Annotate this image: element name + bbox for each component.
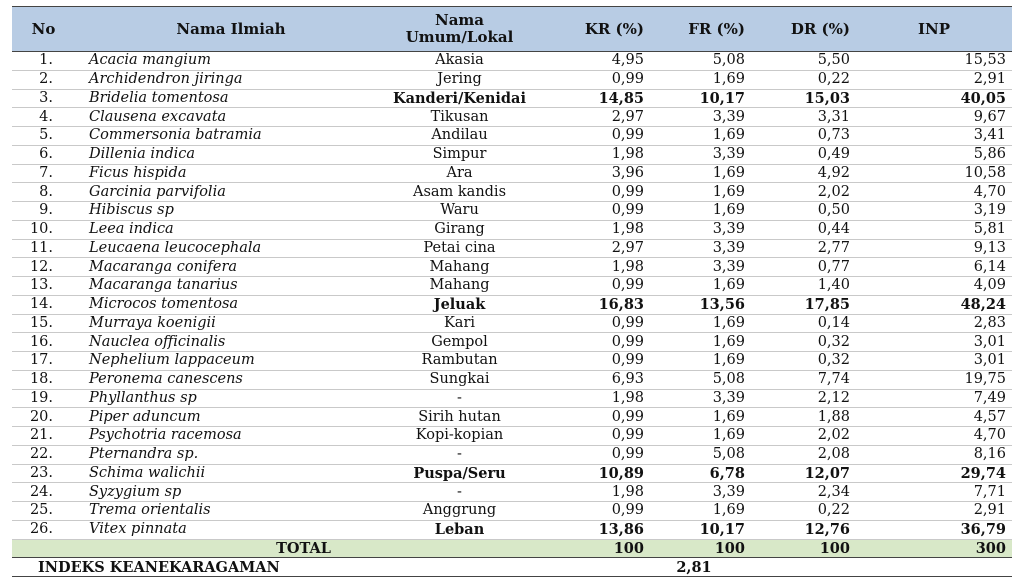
- fr-value: 5,08: [650, 445, 751, 464]
- inp-value: 19,75: [856, 370, 1012, 389]
- inp-value: 29,74: [960, 464, 1006, 482]
- total-label: TOTAL: [75, 539, 532, 558]
- table-row: [12, 333, 1012, 352]
- inp-value: 3,01: [973, 352, 1006, 369]
- inp-value: 2,83: [973, 314, 1006, 331]
- inp-value: 9,13: [973, 239, 1006, 256]
- dr-value: 0,14: [817, 314, 850, 331]
- header-local-line2: Umum/Lokal: [405, 28, 514, 46]
- inp-value: 15,53: [964, 52, 1006, 69]
- local-name: -: [457, 389, 462, 406]
- dr-value: 2,77: [817, 239, 850, 256]
- local-name: Simpur: [387, 145, 532, 164]
- local-name: Mahang: [429, 277, 490, 294]
- kr-value: 2,97: [611, 239, 644, 256]
- kr-value: 0,99: [532, 408, 650, 427]
- table-row: [12, 483, 1012, 502]
- row-number: 1.: [39, 52, 53, 69]
- local-name: Girang: [387, 220, 532, 239]
- inp-value: 2,91: [856, 70, 1012, 89]
- kr-value: 0,99: [611, 502, 644, 519]
- dr-value: 1,88: [751, 408, 856, 427]
- local-name: Jeluak: [387, 295, 532, 314]
- table-row: [12, 389, 1012, 408]
- fr-value: 13,56: [650, 295, 751, 314]
- header-scientific-name: Nama Ilmiah: [75, 7, 387, 52]
- kr-value: 0,99: [611, 202, 644, 219]
- kr-value: 0,99: [532, 70, 650, 89]
- row-number: 14.: [12, 295, 75, 314]
- table-row: [12, 220, 1012, 239]
- inp-value: 10,58: [964, 164, 1006, 181]
- row-number: 7.: [39, 164, 53, 181]
- fr-value: 1,69: [650, 183, 751, 202]
- dr-value: 0,44: [751, 220, 856, 239]
- row-number: 19.: [29, 389, 53, 406]
- scientific-name: Peronema canescens: [75, 370, 387, 389]
- dr-value: 2,12: [817, 389, 850, 406]
- scientific-name: Phyllanthus sp: [89, 389, 197, 406]
- row-number: 23.: [29, 464, 53, 481]
- diversity-index-value: 2,81: [532, 558, 856, 577]
- local-name: Gempol: [387, 333, 532, 352]
- table-row: [12, 464, 1012, 483]
- scientific-name: Piper aduncum: [75, 408, 387, 427]
- header-local-name: [387, 7, 532, 52]
- dr-value: 2,02: [751, 183, 856, 202]
- inp-value: 7,71: [856, 483, 1012, 502]
- dr-value: 0,77: [751, 258, 856, 277]
- local-name: Puspa/Seru: [413, 464, 506, 482]
- inp-value: 48,24: [856, 295, 1012, 314]
- header-fr: FR (%): [650, 7, 751, 52]
- total-inp: 300: [856, 539, 1012, 558]
- total-kr: 100: [532, 539, 650, 558]
- inp-value: 6,14: [856, 258, 1012, 277]
- kr-value: 4,95: [611, 52, 644, 69]
- dr-value: 0,22: [817, 502, 850, 519]
- kr-value: 0,99: [532, 183, 650, 202]
- row-number: 21.: [29, 427, 53, 444]
- fr-value: 1,69: [712, 202, 745, 219]
- table-row: [12, 52, 1012, 71]
- inp-value: 5,81: [856, 220, 1012, 239]
- table-row: [12, 202, 1012, 221]
- fr-value: 1,69: [712, 127, 745, 144]
- table-row: [12, 408, 1012, 427]
- scientific-name: Schima walichii: [89, 464, 206, 481]
- scientific-name: Murraya koenigii: [89, 314, 216, 331]
- dr-value: 0,22: [751, 70, 856, 89]
- row-number: 13.: [29, 277, 53, 294]
- fr-value: 1,69: [712, 277, 745, 294]
- diversity-index-empty: [856, 558, 1012, 577]
- row-number: 15.: [29, 314, 53, 331]
- row-number: 18.: [12, 370, 75, 389]
- row-number: 17.: [29, 352, 53, 369]
- scientific-name: Bridelia tomentosa: [89, 89, 229, 106]
- header-local-line1: Nama: [434, 11, 485, 29]
- scientific-name: Hibiscus sp: [89, 202, 174, 219]
- row-number: 6.: [12, 145, 75, 164]
- scientific-name: Trema orientalis: [89, 502, 211, 519]
- header-inp: INP: [856, 7, 1012, 52]
- fr-value: 1,69: [650, 70, 751, 89]
- local-name: Anggrung: [422, 502, 497, 519]
- kr-value: 1,98: [532, 483, 650, 502]
- kr-value: 0,99: [611, 127, 644, 144]
- inp-value: 8,16: [856, 445, 1012, 464]
- fr-value: 5,08: [712, 52, 745, 69]
- fr-value: 3,39: [650, 108, 751, 127]
- total-fr: 100: [650, 539, 751, 558]
- kr-value: 0,99: [532, 445, 650, 464]
- dr-value: 0,32: [751, 333, 856, 352]
- local-name: Kanderi/Kenidai: [393, 89, 526, 107]
- kr-value: 16,83: [532, 295, 650, 314]
- table-row: [12, 164, 1012, 183]
- local-name: Ara: [446, 164, 473, 181]
- header-kr: KR (%): [532, 7, 650, 52]
- dr-value: 7,74: [751, 370, 856, 389]
- inp-value: 3,41: [973, 127, 1006, 144]
- dr-value: 2,08: [751, 445, 856, 464]
- table-row: [12, 295, 1012, 314]
- table-row: [12, 314, 1012, 333]
- local-name: Andilau: [431, 127, 488, 144]
- total-row: [12, 539, 1012, 558]
- total-dr: 100: [751, 539, 856, 558]
- dr-value: 4,92: [817, 164, 850, 181]
- local-name: Jering: [387, 70, 532, 89]
- kr-value: 2,97: [532, 108, 650, 127]
- dr-value: 0,50: [817, 202, 850, 219]
- dr-value: 0,73: [817, 127, 850, 144]
- kr-value: 14,85: [598, 89, 644, 107]
- row-number: 2.: [12, 70, 75, 89]
- fr-value: 3,39: [650, 258, 751, 277]
- dr-value: 5,50: [817, 52, 850, 69]
- scientific-name: Garcinia parvifolia: [75, 183, 387, 202]
- kr-value: 1,98: [532, 145, 650, 164]
- scientific-name: Pternandra sp.: [75, 445, 387, 464]
- table-row: [12, 239, 1012, 258]
- kr-value: 0,99: [532, 333, 650, 352]
- row-number: 24.: [12, 483, 75, 502]
- inp-value: 4,70: [856, 183, 1012, 202]
- inp-value: 3,19: [973, 202, 1006, 219]
- table-row: [12, 258, 1012, 277]
- local-name: Tikusan: [387, 108, 532, 127]
- scientific-name: Clausena excavata: [75, 108, 387, 127]
- kr-value: 3,96: [611, 164, 644, 181]
- dr-value: 12,76: [751, 520, 856, 539]
- scientific-name: Psychotria racemosa: [89, 427, 242, 444]
- header-dr: DR (%): [751, 7, 856, 52]
- local-name: Kopi-kopian: [415, 427, 504, 444]
- kr-value: 0,99: [611, 427, 644, 444]
- row-number: 5.: [39, 127, 53, 144]
- dr-value: 3,31: [751, 108, 856, 127]
- inp-value: 36,79: [856, 520, 1012, 539]
- fr-value: 3,39: [650, 483, 751, 502]
- fr-value: 1,69: [712, 352, 745, 369]
- local-name: Rambutan: [421, 352, 498, 369]
- fr-value: 3,39: [712, 239, 745, 256]
- scientific-name: Syzygium sp: [75, 483, 387, 502]
- kr-value: 1,98: [611, 389, 644, 406]
- fr-value: 1,69: [712, 164, 745, 181]
- scientific-name: Leea indica: [75, 220, 387, 239]
- dr-value: 2,34: [751, 483, 856, 502]
- scientific-name: Macaranga tanarius: [89, 277, 238, 294]
- scientific-name: Vitex pinnata: [75, 520, 387, 539]
- table-row: [12, 352, 1012, 371]
- fr-value: 1,69: [650, 408, 751, 427]
- scientific-name: Dillenia indica: [75, 145, 387, 164]
- scientific-name: Macaranga conifera: [75, 258, 387, 277]
- table-row: [12, 520, 1012, 539]
- row-number: 10.: [12, 220, 75, 239]
- dr-value: 0,49: [751, 145, 856, 164]
- scientific-name: Leucaena leucocephala: [89, 239, 262, 256]
- kr-value: 1,98: [532, 258, 650, 277]
- header-no: No: [12, 7, 75, 52]
- inp-value: 5,86: [856, 145, 1012, 164]
- inp-value: 40,05: [960, 89, 1006, 107]
- table-body: [12, 52, 1012, 540]
- table-row: [12, 145, 1012, 164]
- row-number: 8.: [12, 183, 75, 202]
- scientific-name: Acacia mangium: [89, 52, 211, 69]
- header-row: [12, 7, 1012, 52]
- row-number: 11.: [29, 239, 53, 256]
- dr-value: 1,40: [817, 277, 850, 294]
- scientific-name: Ficus hispida: [89, 164, 187, 181]
- inp-value: 4,09: [973, 277, 1006, 294]
- table-row: [12, 370, 1012, 389]
- local-name: Kari: [443, 314, 476, 331]
- local-name: Petai cina: [423, 239, 496, 256]
- table-row: [12, 502, 1012, 521]
- inp-value: 4,70: [973, 427, 1006, 444]
- local-name: Sungkai: [387, 370, 532, 389]
- fr-value: 10,17: [699, 89, 745, 107]
- row-number: 9.: [39, 202, 53, 219]
- inp-value: 2,91: [973, 502, 1006, 519]
- dr-value: 12,07: [804, 464, 850, 482]
- local-name: Sirih hutan: [387, 408, 532, 427]
- fr-value: 3,39: [712, 389, 745, 406]
- row-number: 22.: [12, 445, 75, 464]
- scientific-name: Microcos tomentosa: [75, 295, 387, 314]
- row-number: 25.: [29, 502, 53, 519]
- kr-value: 13,86: [532, 520, 650, 539]
- fr-value: 1,69: [650, 333, 751, 352]
- local-name: Leban: [387, 520, 532, 539]
- table-row: [12, 427, 1012, 446]
- kr-value: 0,99: [611, 314, 644, 331]
- fr-value: 5,08: [650, 370, 751, 389]
- local-name: Asam kandis: [387, 183, 532, 202]
- fr-value: 6,78: [709, 464, 745, 482]
- table-row: [12, 108, 1012, 127]
- local-name: Waru: [440, 202, 479, 219]
- table-row: [12, 127, 1012, 146]
- kr-value: 1,98: [532, 220, 650, 239]
- inp-value: 7,49: [973, 389, 1006, 406]
- scientific-name: Archidendron jiringa: [75, 70, 387, 89]
- diversity-index-row: [12, 558, 1012, 577]
- row-number: 20.: [12, 408, 75, 427]
- kr-value: 0,99: [611, 277, 644, 294]
- kr-value: 0,99: [611, 352, 644, 369]
- fr-value: 1,69: [712, 427, 745, 444]
- row-number: 12.: [12, 258, 75, 277]
- kr-value: 6,93: [532, 370, 650, 389]
- inp-value: 9,67: [856, 108, 1012, 127]
- diversity-index-label: INDEKS KEANEKARAGAMAN: [12, 558, 532, 577]
- dr-value: 0,32: [817, 352, 850, 369]
- total-no: [12, 539, 75, 558]
- table-row: [12, 70, 1012, 89]
- dr-value: 2,02: [817, 427, 850, 444]
- dr-value: 17,85: [751, 295, 856, 314]
- inp-value: 4,57: [856, 408, 1012, 427]
- fr-value: 3,39: [650, 220, 751, 239]
- row-number: 16.: [12, 333, 75, 352]
- fr-value: 1,69: [712, 502, 745, 519]
- local-name: -: [387, 445, 532, 464]
- inp-value: 3,01: [856, 333, 1012, 352]
- row-number: 4.: [12, 108, 75, 127]
- local-name: Akasia: [435, 52, 484, 69]
- table-row: [12, 89, 1012, 108]
- dr-value: 15,03: [804, 89, 850, 107]
- table-row: [12, 277, 1012, 296]
- local-name: Mahang: [387, 258, 532, 277]
- scientific-name: Commersonia batramia: [89, 127, 262, 144]
- fr-value: 3,39: [650, 145, 751, 164]
- scientific-name: Nauclea officinalis: [75, 333, 387, 352]
- vegetation-table: [12, 6, 1012, 577]
- scientific-name: Nephelium lappaceum: [89, 352, 255, 369]
- fr-value: 10,17: [650, 520, 751, 539]
- table-row: [12, 445, 1012, 464]
- table-row: [12, 183, 1012, 202]
- row-number: 26.: [12, 520, 75, 539]
- local-name: -: [387, 483, 532, 502]
- kr-value: 10,89: [598, 464, 644, 482]
- row-number: 3.: [39, 89, 53, 106]
- fr-value: 1,69: [712, 314, 745, 331]
